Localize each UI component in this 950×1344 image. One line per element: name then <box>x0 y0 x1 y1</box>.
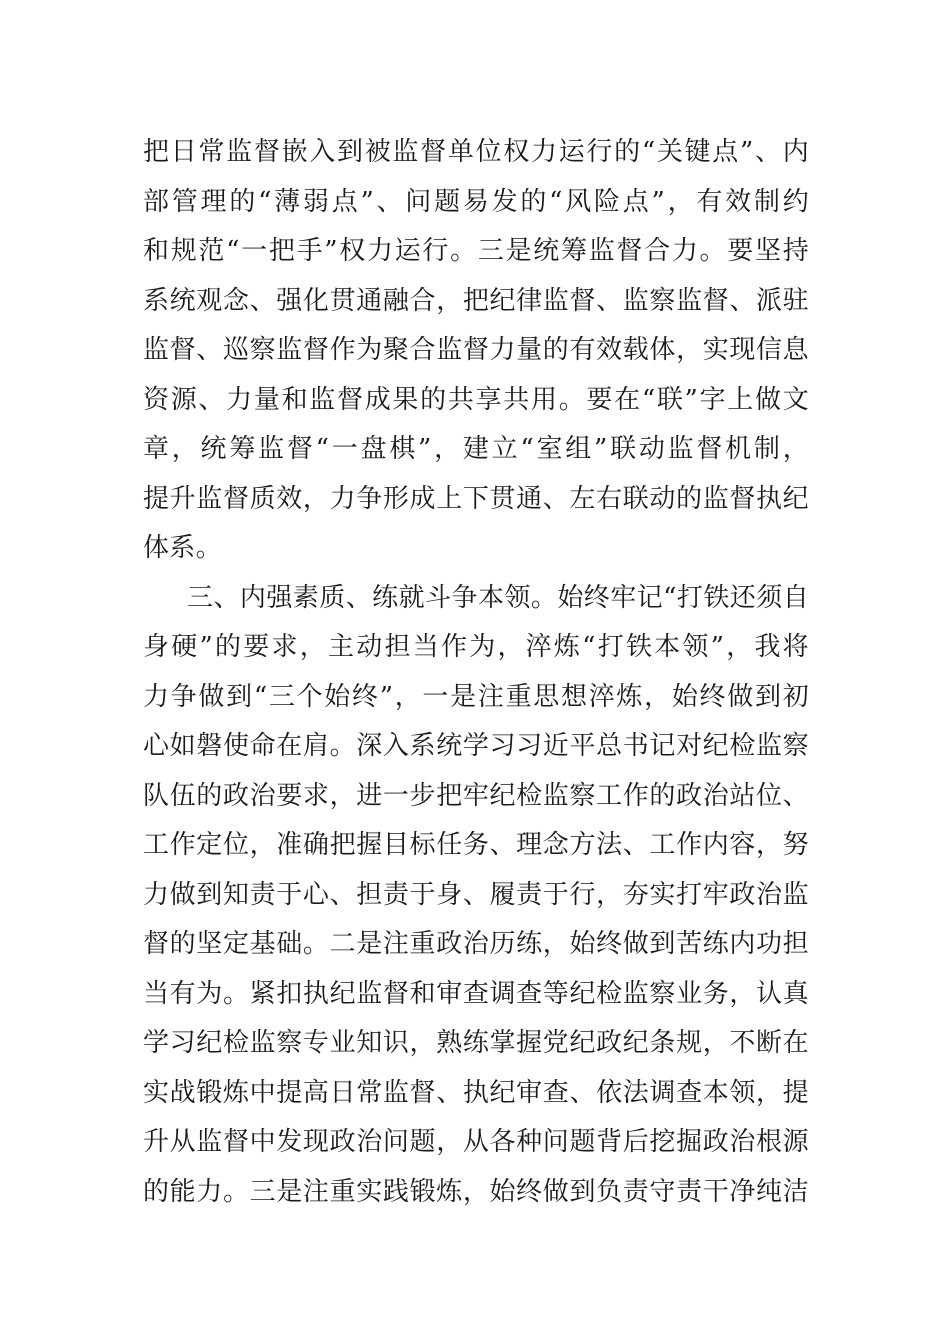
text-line: 三、内强素质、练就斗争本领。始终牢记“打铁还须自 <box>187 582 809 613</box>
text-line: 资源、力量和监督成果的共享共用。要在“联”字上做文 <box>143 384 809 415</box>
text-line: 身硬”的要求，主动担当作为，淬炼“打铁本领”，我将 <box>143 632 809 662</box>
text-line: 监督、巡察监督作为聚合监督力量的有效载体，实现信息 <box>143 335 809 365</box>
text-line: 力做到知责于心、担责于身、履责于行，夯实打牢政治监 <box>143 879 809 910</box>
text-line: 力争做到“三个始终”，一是注重思想淬炼，始终做到初 <box>143 681 809 712</box>
text-line: 提升监督质效，力争形成上下贯通、左右联动的监督执纪 <box>143 483 809 514</box>
text-line: 把日常监督嵌入到被监督单位权力运行的“关键点”、内 <box>143 137 809 167</box>
text-line: 心如磐使命在肩。深入系统学习习近平总书记对纪检监察 <box>143 731 809 761</box>
text-line: 督的坚定基础。二是注重政治历练，始终做到苦练内功担 <box>143 929 809 959</box>
text-line: 的能力。三是注重实践锻炼，始终做到负责守责干净纯洁 <box>143 1176 809 1207</box>
text-line: 当有为。紧扣执纪监督和审查调查等纪检监察业务，认真 <box>143 978 809 1009</box>
text-line: 系统观念、强化贯通融合，把纪律监督、监察监督、派驻 <box>143 285 809 316</box>
text-line: 队伍的政治要求，进一步把牢纪检监察工作的政治站位、 <box>143 780 809 811</box>
paragraph-1 <box>143 128 809 574</box>
text-line: 章，统筹监督“一盘棋”，建立“室组”联动监督机制， <box>143 434 809 464</box>
paragraph-2 <box>143 574 809 1218</box>
body-text <box>143 128 809 1217</box>
text-line: 工作定位，准确把握目标任务、理念方法、工作内容，努 <box>143 830 809 860</box>
text-line: 部管理的“薄弱点”、问题易发的“风险点”，有效制约 <box>143 186 809 217</box>
text-line: 和规范“一把手”权力运行。三是统筹监督合力。要坚持 <box>143 236 809 266</box>
text-line: 学习纪检监察专业知识，熟练掌握党纪政纪条规，不断在 <box>143 1028 809 1058</box>
text-line: 升从监督中发现政治问题，从各种问题背后挖掘政治根源 <box>143 1127 809 1157</box>
text-line: 实战锻炼中提高日常监督、执纪审查、依法调查本领，提 <box>143 1077 809 1108</box>
text-line: 体系。 <box>143 533 222 563</box>
